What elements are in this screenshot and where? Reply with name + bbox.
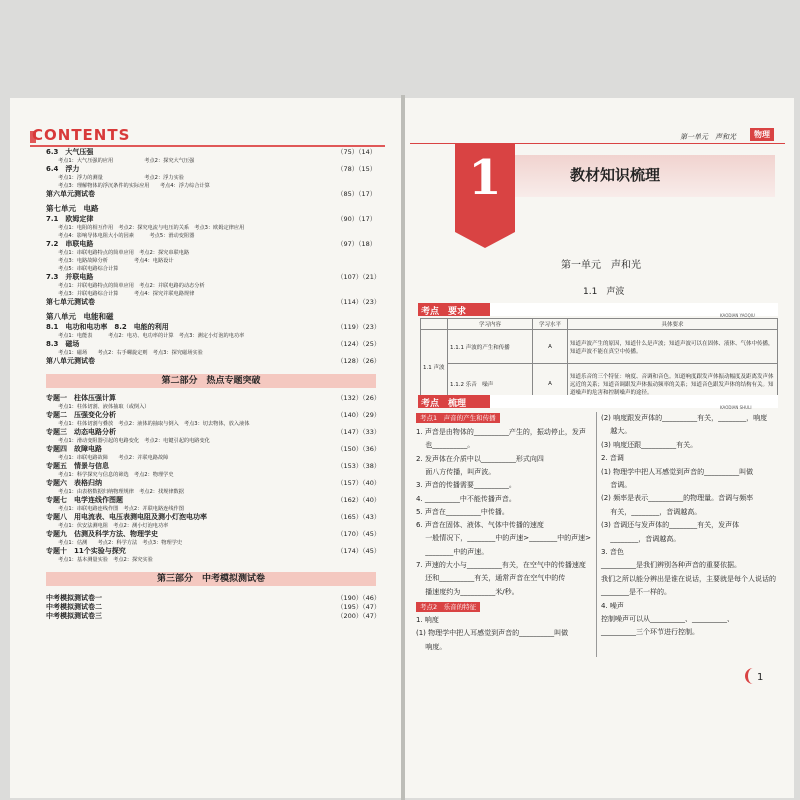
contents-underline [30, 145, 385, 147]
toc-entry-sub: 考点1：柱体切割与叠放 考点2：液体的抽取与倒入 考点3：切去物体，放入液体 [58, 421, 250, 427]
toc-entry-sub: 考点1：串联电路连线作图 考点2：并联电路连线作图 [58, 506, 184, 512]
toc-entry-page: （97）（18） [337, 240, 377, 248]
toc-entry-title: 中考模拟测试卷二 [46, 603, 102, 611]
toc-entry-page: （200）（47） [337, 612, 381, 620]
subject-tag: 物理 [750, 128, 774, 141]
toc-entry-title: 中考模拟测试卷一 [46, 594, 102, 602]
book-spine [401, 95, 405, 800]
req-content-1: 1.1.1 声波的产生和传播 [448, 330, 533, 364]
toc-entry-title: 8.3 磁场 [46, 340, 80, 348]
toc-entry-sub: 考点1：滑动变阻器引起的电路变化 考点2：电键引起的电路变化 [58, 438, 210, 444]
header-detail: 具体要求 [568, 319, 778, 330]
comb-pinyin: KAODIAN SHULI [720, 405, 752, 410]
toc-entry-page: （170）（45） [337, 530, 381, 538]
header-level: 学习水平 [533, 319, 568, 330]
requirements-label: 考点 要求 [421, 307, 467, 317]
toc-entry-title: 6.3 大气压强 [46, 148, 94, 156]
fill-in-line: 1. 响度 [416, 616, 439, 624]
toc-entry-page: （147）（33） [337, 428, 381, 436]
req-level-2: A [533, 364, 568, 404]
requirements-table [420, 318, 778, 404]
toc-entry-page: （78）（15） [337, 165, 377, 173]
toc-entry-sub: 考点3：理解物体的浮沉条件的实际应用 考点4：浮力综合计算 [58, 183, 210, 189]
toc-entry-page: （119）（23） [337, 323, 381, 331]
fill-in-line: 一般情况下，________中的声速>________中的声速> [416, 534, 591, 543]
req-content-2: 1.1.2 乐音 噪声 [448, 364, 533, 404]
toc-entry-sub: 考点1：电阻的相互作用 考点2：探究电流与电压的关系 考点3：欧姆定律应用 [58, 225, 245, 231]
toc-entry-sub: 考点3：并联电路综合计算 考点4：探究并联电路规律 [58, 291, 195, 297]
toc-entry-sub: 考点1：并联电路特点的简单应用 考点2：并联电路的动态分析 [58, 283, 205, 289]
toc-entry-title: 专题九 估测及科学方法、物理学史 [46, 530, 158, 538]
toc-entry-title: 专题三 动态电路分析 [46, 428, 116, 436]
toc-entry-page: （128）（26） [337, 357, 381, 365]
fill-in-line: 控制噪声可以从__________、__________、 [601, 615, 734, 623]
toc-entry-sub: 考点1：浮力的测量 考点2：浮力实验 [58, 175, 184, 181]
running-head: 第一单元 声和光 [680, 133, 736, 141]
chapter-number: 1 [468, 150, 502, 206]
toc-entry-page: （90）（17） [337, 215, 377, 223]
fill-in-line: ________，音调越高。 [601, 534, 681, 543]
comb-label: 考点 梳理 [421, 399, 467, 409]
fill-in-line: 3. 音色 [601, 548, 624, 556]
fill-in-line: (1) 物理学中把人耳感觉到声音的__________叫做 [416, 629, 569, 638]
fill-in-line: ________中的声速。 [416, 547, 489, 556]
toc-entry-sub: 考点4：影响导体电阻大小的因素 考点5：滑动变阻器 [58, 233, 195, 239]
toc-entry-sub: 考点3：电路故障分析 考点4：电路设计 [58, 258, 174, 264]
chapter-title: 教材知识梳理 [570, 166, 661, 184]
toc-entry-sub: 考点5：串联电路综合计算 [58, 266, 119, 272]
fill-in-line: 2. 发声体在介质中以__________形式向四 [416, 454, 544, 463]
req-level-1: A [533, 330, 568, 364]
chapter-number-box-point [455, 232, 515, 248]
fill-in-line: (3) 音调还与发声体的________有关，发声体 [601, 521, 740, 530]
toc-entry-title: 第七单元测试卷 [46, 298, 95, 306]
toc-entry-sub: 考点1：估测 考点2：科学方法 考点3：物理学史 [58, 540, 183, 546]
fill-in-line: 1. 声音是由物体的__________产生的，振动停止，发声 [416, 428, 586, 436]
unit-heading: 第七单元 电路 [46, 204, 99, 213]
fill-in-line: (3) 响度还跟__________有关。 [601, 440, 698, 449]
req-detail-2: 知道乐音的三个特征：响度、音调和音色。知道响度跟发声体振动幅度及距离发声体远近的关系；知道音调跟发声体振动频率的关系；知道音色跟发声体的结构有关。知道噪声的危害和控制噪声的途径。 [568, 364, 778, 404]
header-content: 学习内容 [448, 319, 533, 330]
fill-in-line: __________三个环节进行控制。 [601, 628, 699, 637]
req-detail-1: 知道声波产生的原因，知道什么是声波；知道声波可以在固体、液体、气体中传播，知道声波不能在真空中传播。 [568, 330, 778, 364]
fill-in-line: 音调。 [601, 481, 632, 489]
unit-heading: 第八单元 电能和磁 [46, 312, 114, 321]
toc-entry-sub: 考点1：由表格数据归纳物理规律 考点2：找规律数据 [58, 489, 184, 495]
toc-entry-sub: 考点1：大气压强的应用 考点2：探究大气压强 [58, 158, 195, 164]
fill-in-line: 有关，________，音调越高。 [601, 507, 702, 516]
fill-in-line: 响度。 [416, 642, 447, 651]
toc-entry-title: 专题四 故障电路 [46, 445, 102, 453]
toc-entry-page: （114）（23） [337, 298, 381, 306]
toc-entry-title: 专题八 用电流表、电压表测电阻及测小灯泡电功率 [46, 513, 207, 521]
toc-entry-title: 7.1 欧姆定律 [46, 215, 94, 223]
column-divider [596, 412, 597, 657]
fill-in-line: 面八方传播，叫声波。 [416, 467, 496, 476]
fill-in-line: 播速度约为__________米/秒。 [416, 587, 519, 596]
fill-in-line: 4. __________中不能传播声音。 [416, 494, 516, 503]
part-3-heading: 第三部分 中考模拟测试卷 [46, 572, 376, 586]
toc-entry-page: （153）（38） [337, 462, 381, 470]
fill-in-line: 还和__________有关，通常声音在空气中的传 [416, 574, 566, 583]
req-group: 1.1 声波 [421, 330, 448, 404]
fill-in-line: (2) 响度跟发声体的__________有关，________，响度 [601, 414, 768, 422]
toc-entry-sub: 考点1：科学探究与信息的筛选 考点2：物理学史 [58, 472, 174, 478]
toc-entry-sub: 考点1：串联电路特点的简单应用 考点2：探究串联电路 [58, 250, 190, 256]
toc-entry-title: 7.2 串联电路 [46, 240, 94, 248]
fill-in-line: 7. 声速的大小与__________有关，在空气中的传播速度 [416, 561, 586, 569]
fill-in-line: 6. 声音在固体、液体、气体中传播的速度 [416, 521, 544, 530]
toc-entry-title: 中考模拟测试卷三 [46, 612, 102, 620]
toc-entry-page: （174）（45） [337, 547, 381, 555]
contents-title: CONTENTS [32, 126, 131, 144]
toc-entry-page: （190）（46） [337, 594, 381, 602]
toc-entry-page: （195）（47） [337, 603, 381, 611]
toc-entry-title: 6.4 浮力 [46, 165, 80, 173]
toc-entry-page: （124）（25） [337, 340, 381, 348]
toc-entry-page: （107）（21） [337, 273, 381, 281]
section-title: 1.1 声波 [583, 287, 625, 297]
toc-entry-title: 专题五 情景与信息 [46, 462, 109, 470]
fill-in-line: (1) 物理学中把人耳感觉到声音的__________叫做 [601, 467, 754, 476]
requirements-pinyin: KAODIAN YAOQIU [720, 313, 755, 318]
toc-entry-sub: 考点1：基本测量实验 考点2：探究实验 [58, 557, 153, 563]
fill-in-line: 也__________。 [416, 441, 475, 450]
fill-in-line: 5. 声音在__________中传播。 [416, 507, 509, 516]
page-number: 1 [757, 672, 764, 683]
toc-entry-title: 专题二 压强变化分析 [46, 411, 116, 419]
toc-entry-page: （157）（40） [337, 479, 381, 487]
unit-title: 第一单元 声和光 [561, 260, 641, 271]
toc-entry-title: 专题一 柱体压强计算 [46, 394, 116, 402]
toc-entry-page: （75）（14） [337, 148, 377, 156]
toc-entry-title: 专题十 11个实验与探究 [46, 547, 126, 555]
toc-entry-page: （85）（17） [337, 190, 377, 198]
fill-in-line: 2. 音调 [601, 454, 624, 463]
toc-entry-title: 专题七 电学连线作图题 [46, 496, 123, 504]
page-number-mark [745, 668, 756, 684]
toc-entry-sub: 考点1：磁场 考点2：右手螺旋定则 考点3：探究磁场实验 [58, 350, 203, 356]
fill-in-line: 4. 噪声 [601, 601, 624, 610]
topic-tag-2: 考点2 乐音的特征 [416, 602, 480, 612]
toc-entry-page: （165）（43） [337, 513, 381, 521]
fill-in-line: 我们之所以能分辨出是谁在说话，主要就是每个人说话的 [601, 574, 776, 583]
toc-entry-title: 专题六 表格归纳 [46, 479, 102, 487]
toc-entry-page: （132）（26） [337, 394, 381, 402]
fill-in-line: __________是我们辨别各种声音的重要依据。 [601, 561, 741, 570]
toc-entry-sub: 考点1：伏安法测电阻 考点2：测小灯泡电功率 [58, 523, 169, 529]
fill-in-line: 越大。 [601, 427, 632, 436]
toc-entry-page: （162）（40） [337, 496, 381, 504]
toc-entry-title: 第六单元测试卷 [46, 190, 95, 198]
fill-in-line: 3. 声音的传播需要__________。 [416, 481, 516, 490]
toc-entry-title: 第八单元测试卷 [46, 357, 95, 365]
part-2-heading: 第二部分 热点专题突破 [46, 374, 376, 388]
topic-tag-1: 考点1 声音的产生和传播 [416, 413, 500, 423]
fill-in-line: (2) 频率是表示__________的物理量。音调与频率 [601, 494, 754, 503]
toc-entry-title: 7.3 并联电路 [46, 273, 94, 281]
toc-entry-page: （140）（29） [337, 411, 381, 419]
toc-entry-sub: 考点1：电能表 考点2：电功、电功率的计算 考点3：测定小灯泡的电功率 [58, 333, 245, 339]
fill-in-line: ________是不一样的。 [601, 588, 671, 597]
toc-entry-sub: 考点1：柱体切割、液体抽取（或倒入） [58, 404, 150, 410]
toc-entry-title: 8.1 电功和电功率 8.2 电能的利用 [46, 323, 169, 331]
toc-entry-sub: 考点1：串联电路故障 考点2：并联电路故障 [58, 455, 169, 461]
toc-entry-page: （150）（36） [337, 445, 381, 453]
